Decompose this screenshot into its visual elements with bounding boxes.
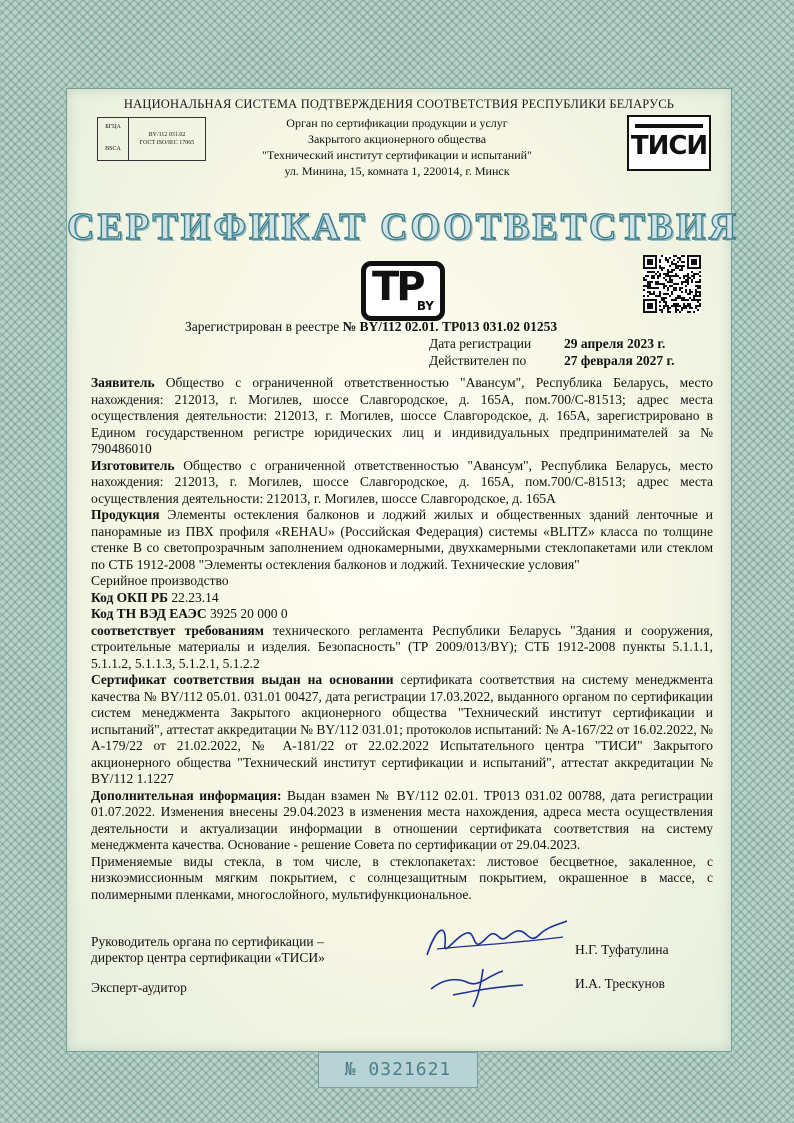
qr-code-icon [643, 255, 701, 313]
tr-mark-country: BY [416, 299, 434, 313]
additional-text: Выдан взамен № BY/112 02.01. ТР013 031.02 00788, дата регистрации 01.07.2022. Изменения внесены 29.04.2023 в изменения места нахождения, адреса места осуществления деятельности и актуализации информации в отношении сертификата соответствия на систему менеджмента качества. Основание - решение Совета по сертификации от 29.04.2023. [91, 787, 713, 852]
head-signature-icon [417, 915, 577, 965]
basis-label: Сертификат соответствия выдан на основании [91, 672, 394, 687]
tisi-logo-text: ТИСИ [630, 131, 708, 161]
tr-by-conformity-mark [361, 261, 445, 321]
accreditation-mark-top: БГЦА [105, 124, 121, 130]
issuing-organization [217, 115, 577, 179]
registration-date-value: 29 апреля 2023 г. [564, 336, 666, 351]
org-line-1: Орган по сертификации продукции и услуг [286, 116, 508, 130]
head-name: Н.Г. Туфатулина [575, 942, 669, 957]
manufacturer-label: Изготовитель [91, 457, 175, 473]
tnved-label: Код ТН ВЭД ЕАЭС [91, 606, 207, 621]
conformity-paragraph [91, 623, 713, 673]
expert-name: И.А. Трескунов [575, 976, 665, 991]
valid-until-value: 27 февраля 2027 г. [564, 353, 675, 368]
basis-paragraph [91, 672, 713, 788]
accreditation-mark [97, 117, 206, 161]
okp-value: 22.23.14 [168, 589, 219, 605]
tr-mark-letters: ТР [372, 264, 423, 310]
head-title [91, 934, 325, 966]
manufacturer-paragraph [91, 458, 713, 508]
accreditation-number: BY/112 031.02 [148, 132, 186, 138]
national-system-heading: НАЦИОНАЛЬНАЯ СИСТЕМА ПОДТВЕРЖДЕНИЯ СООТВЕТСТВИЯ РЕСПУБЛИКИ БЕЛАРУСЬ [123, 97, 675, 111]
applicant-label: Заявитель [91, 375, 155, 390]
org-line-3: "Технический институт сертификации и испытаний" [262, 148, 532, 162]
valid-until-label: Действителен по [429, 353, 527, 368]
form-serial-number: № 0321621 [318, 1052, 478, 1088]
org-line-4: ул. Минина, 15, комната 1, 220014, г. Минск [284, 164, 510, 178]
certificate-title: СЕРТИФИКАТ СООТВЕТСТВИЯ [67, 206, 740, 248]
org-line-2: Закрытого акционерного общества [307, 132, 487, 146]
certificate-inner-field [66, 88, 740, 1052]
head-title-line-1: Руководитель органа по сертификации – [91, 934, 324, 949]
okp-code [91, 590, 713, 607]
expert-label: Эксперт-аудитор [91, 980, 187, 995]
tisi-logo [627, 115, 711, 171]
accreditation-mark-bottom: BSCA [105, 146, 121, 152]
certificate-body [91, 375, 713, 903]
registration-date-label: Дата регистрации [429, 336, 532, 351]
applicant-paragraph [91, 375, 713, 458]
okp-label: Код ОКП РБ [91, 589, 169, 605]
conforms-label: соответствует требованиям [91, 622, 264, 638]
additional-info-paragraph [91, 788, 713, 854]
glass-types-paragraph: Применяемые виды стекла, в том числе, в стеклопакетах: листовое бесцветное, закаленное, с низкоэмиссионным мягким покрытием, с солнцезащитным покрытием, окрашенное в массе, с полимерными пленками, многослойного, мультифункциональное. [91, 853, 713, 902]
applicant-text: Общество с ограниченной ответственностью "Авансум", Республика Беларусь, место нахождения: 212013, г. Могилев, шоссе Славгородское, д. 165А, пом.700/С-81513; адрес места осуществления деятельности: 212013, г. Могилев, шоссе Славгородское, д. 165А, зарегистрировано в Едином государственном регистре юридических лиц и индивидуальных предпринимателей за № 790486010 [91, 375, 713, 456]
product-text: Элементы остекления балконов и лоджий жилых и общественных зданий ленточные и панорамные из ПВХ профиля «REHAU» (Российская Федерация) системы «BLITZ» класса по толщине стенке В со светопрозрачным заполнением однокамерными, двухкамерными стеклопакетами или стеклом по СТБ 1912-2008 "Элементы остекления балконов и лоджий. Технические условия" [91, 507, 713, 572]
conforms-text: технического регламента Республики Беларусь "Здания и сооружения, строительные материалы и изделия. Безопасность" (ТР 2009/013/BY); СТБ 1912-2008 пункты 5.1.1.1, 5.1.1.2, 5.1.1.3, 5.1.2.1, 5.1.2.2 [91, 622, 713, 671]
product-label: Продукция [91, 507, 160, 522]
expert-signature-icon [423, 961, 533, 1011]
basis-text: сертификата соответствия на систему менеджмента качества № BY/112 05.01. 031.01 00427, дата регистрации 17.03.2022, выданного органом по сертификации систем менеджмента Закрытого акционерного общества "Технический институт сертификации и испытаний", аттестат аккредитации № BY/112 031.01; протоколов испытаний: № А-167/22 от 16.02.2022, № А-179/22 от 21.02.2022, № А-181/22 от 22.02.2022 Испытательного центра "ТИСИ" Закрытого акционерного общества "Технический институт сертификации и испытаний", аттестат аккредитации № BY/112 1.1227 [91, 672, 713, 786]
tnved-code [91, 606, 713, 623]
manufacturer-text: Общество с ограниченной ответственностью "Авансум", Республика Беларусь, место нахождения: 212013, г. Могилев, шоссе Славгородское, д. 165А, пом.700/С-81513; адрес места осуществления деятельности: 212013, г. Могилев, шоссе Славгородское, д. 165А [91, 457, 713, 506]
registry-line [185, 319, 557, 335]
tnved-value: 3925 20 000 0 [206, 606, 288, 621]
registry-number: № BY/112 02.01. ТР013 031.02 01253 [342, 319, 558, 334]
accreditation-standard: ГОСТ ISO/IEC 17065 [139, 140, 195, 146]
product-paragraph [91, 507, 713, 573]
registry-label: Зарегистрирован в реестре [185, 319, 340, 334]
serial-production: Серийное производство [91, 573, 229, 588]
head-title-line-2: директор центра сертификации «ТИСИ» [91, 950, 325, 965]
additional-label: Дополнительная информация: [91, 787, 282, 803]
